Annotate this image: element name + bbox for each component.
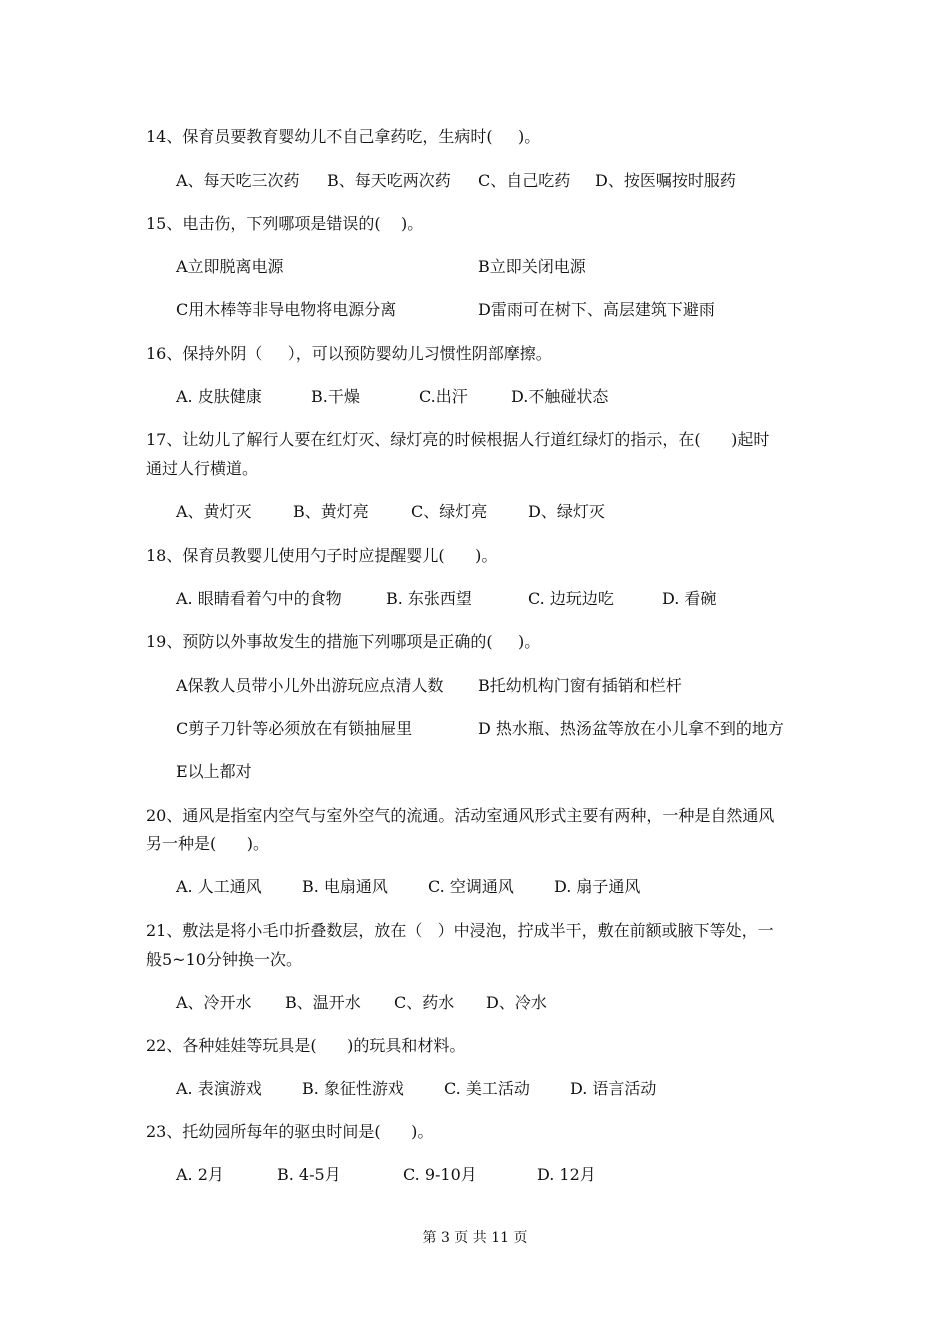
q15-option-d: D雷雨可在树下、高层建筑下避雨 [478,300,715,319]
q14-option-c: C、自己吃药 [478,171,571,190]
q14-option-d: D、按医嘱按时服药 [595,171,736,190]
q18-option-b: B. 东张西望 [386,589,472,608]
question-18-stem: 18、保育员教婴儿使用勺子时应提醒婴儿( )。 [146,546,498,565]
q15-option-a: A立即脱离电源 [176,257,284,276]
question-19-stem: 19、预防以外事故发生的措施下列哪项是正确的( )。 [146,632,541,651]
q23-option-a: A. 2月 [176,1165,224,1184]
q22-option-c: C. 美工活动 [444,1079,530,1098]
q21-option-c: C、药水 [394,993,455,1012]
q20-option-d: D. 扇子通风 [554,877,641,896]
q16-option-c: C.出汗 [419,387,468,406]
question-22-stem: 22、各种娃娃等玩具是( )的玩具和材料。 [146,1036,466,1055]
q23-option-c: C. 9-10月 [403,1165,477,1184]
question-20-stem-line-1: 20、通风是指室内空气与室外空气的流通。活动室通风形式主要有两种，一种是自然通风 [146,806,775,825]
question-16-stem: 16、保持外阴（ ），可以预防婴幼儿习惯性阴部摩擦。 [146,344,552,363]
q18-option-d: D. 看碗 [662,589,717,608]
q15-option-c: C用木棒等非导电物将电源分离 [176,300,397,319]
q15-option-b: B立即关闭电源 [478,257,586,276]
q19-option-b: B托幼机构门窗有插销和栏杆 [478,676,682,695]
question-20-stem-line-2: 另一种是( )。 [146,834,270,853]
q17-option-d: D、绿灯灭 [528,502,605,521]
q21-option-b: B、温开水 [285,993,361,1012]
question-17-stem-line-2: 通过人行横道。 [146,459,259,478]
q20-option-a: A. 人工通风 [176,877,262,896]
q17-option-a: A、黄灯灭 [176,502,252,521]
q16-option-b: B.干燥 [311,387,360,406]
q16-option-d: D.不触碰状态 [511,387,609,406]
q19-option-d: D 热水瓶、热汤盆等放在小儿拿不到的地方 [478,719,784,738]
q14-option-b: B、每天吃两次药 [327,171,451,190]
question-23-stem: 23、托幼园所每年的驱虫时间是( )。 [146,1122,434,1141]
q22-option-b: B. 象征性游戏 [302,1079,404,1098]
page-number-footer: 第 3 页 共 11 页 [422,1230,528,1246]
question-14-stem: 14、保育员要教育婴幼儿不自己拿药吃，生病时( )。 [146,127,541,146]
q17-option-c: C、绿灯亮 [411,502,488,521]
q22-option-d: D. 语言活动 [570,1079,657,1098]
q21-option-d: D、冷水 [486,993,547,1012]
question-21-stem-line-1: 21、敷法是将小毛巾折叠数层，放在（ ）中浸泡，拧成半干，敷在前额或腋下等处，一 [146,921,774,940]
question-15-stem: 15、电击伤，下列哪项是错误的( )。 [146,214,424,233]
q19-option-e: E以上都对 [176,762,252,781]
q18-option-c: C. 边玩边吃 [528,589,614,608]
q21-option-a: A、冷开水 [176,993,252,1012]
question-17-stem-line-1: 17、让幼儿了解行人要在红灯灭、绿灯亮的时候根据人行道红绿灯的指示，在( )起时 [146,430,770,449]
question-21-stem-line-2: 般5~10分钟换一次。 [146,950,302,969]
q23-option-d: D. 12月 [537,1165,596,1184]
q17-option-b: B、黄灯亮 [293,502,369,521]
q16-option-a: A. 皮肤健康 [176,387,262,406]
q22-option-a: A. 表演游戏 [176,1079,262,1098]
q20-option-b: B. 电扇通风 [302,877,388,896]
q14-option-a: A、每天吃三次药 [176,171,300,190]
q19-option-a: A保教人员带小儿外出游玩应点清人数 [176,676,444,695]
q20-option-c: C. 空调通风 [428,877,514,896]
q19-option-c: C剪子刀针等必须放在有锁抽屉里 [176,719,413,738]
q23-option-b: B. 4-5月 [277,1165,341,1184]
q18-option-a: A. 眼睛看着勺中的食物 [176,589,342,608]
